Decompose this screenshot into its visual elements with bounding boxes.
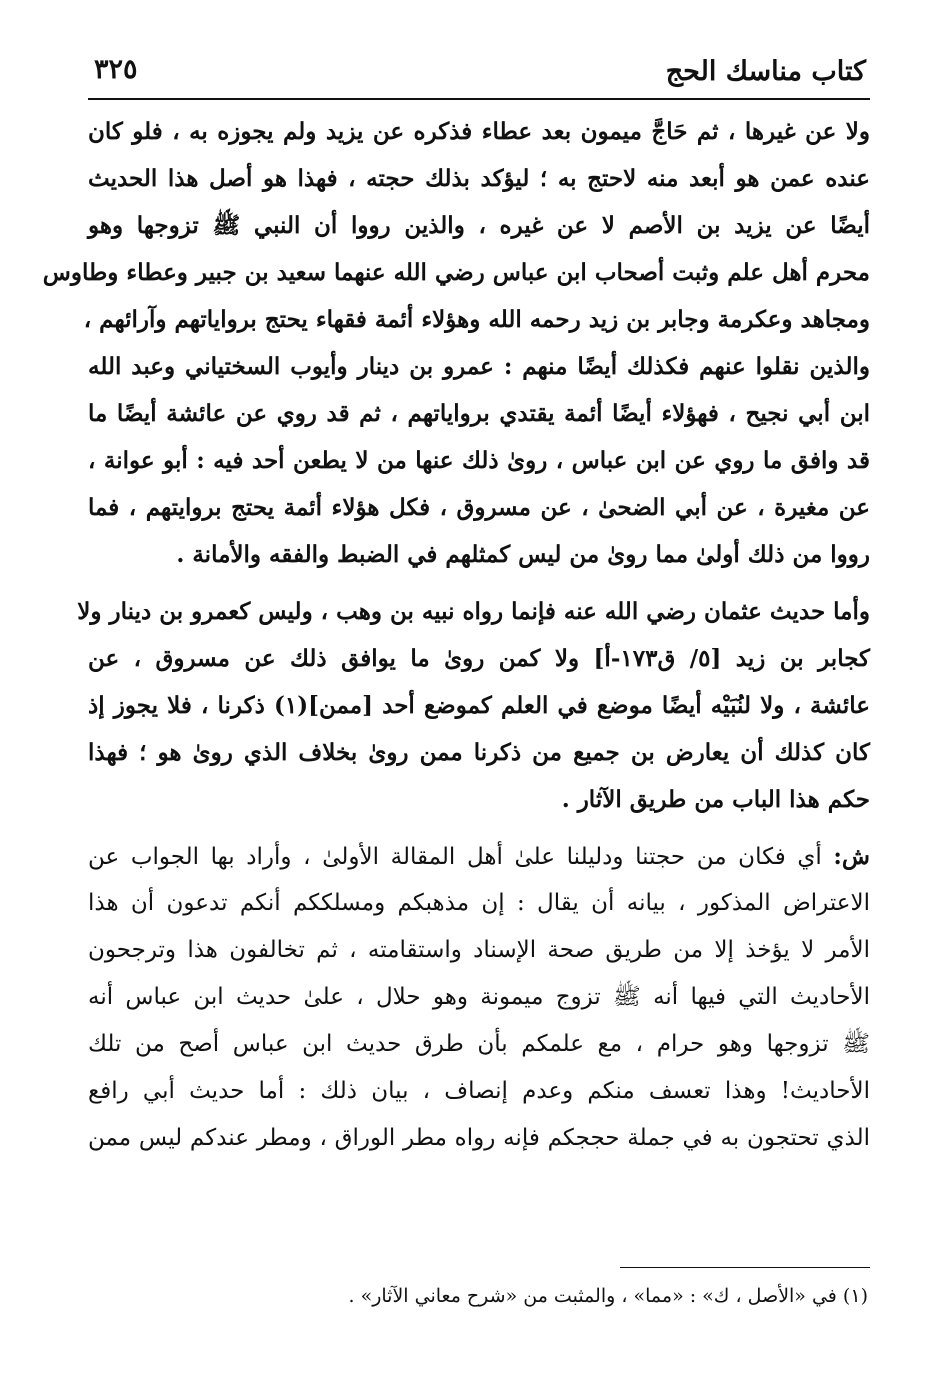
- running-title: كتاب مناسك الحج: [665, 56, 866, 87]
- commentary-marker: ش:: [833, 843, 870, 870]
- text-line: الأحاديث التي فيها أنه ﷺ تزوج ميمونة وهو حلال ، علىٰ حديث ابن عباس أنه: [88, 984, 870, 1010]
- text-line: الذي تحتجون به في جملة حججكم فإنه رواه مطر الوراق ، ومطر عندكم ليس ممن: [88, 1125, 870, 1151]
- book-page: [42, 52, 870, 1342]
- text-line: الاعتراض المذكور ، بيانه أن يقال : إن مذهبكم ومسلككم أنكم تدعون أن هذا: [88, 890, 870, 916]
- text-line: الأمر لا يؤخذ إلا من طريق صحة الإسناد واستقامته ، ثم تخالفون هذا وترجحون: [88, 937, 870, 963]
- footnote-separator: [620, 1267, 870, 1268]
- text-line: حكم هذا الباب من طريق الآثار .: [561, 786, 870, 813]
- text-line: ﷺ تزوجها وهو حرام ، مع علمكم بأن طرق حديث ابن عباس أصح من تلك: [88, 1031, 870, 1057]
- commentary-paragraph: [88, 833, 870, 1162]
- text-line: ولا عن غيرها ، ثم حَاجَّ ميمون بعد عطاء فذكره عن يزيد ولم يجوزه به ، فلو كان: [88, 118, 870, 145]
- text-line: رووا من ذلك أولىٰ مما روىٰ من ليس كمثلهم في الضبط والفقه والأمانة .: [176, 541, 870, 568]
- text-line: محرم أهل علم وثبت أصحاب ابن عباس رضي الله عنهما سعيد بن جبير وعطاء وطاوس: [42, 259, 870, 286]
- text-line: الأحاديث! وهذا تعسف منكم وعدم إنصاف ، بيان ذلك : أما حديث أبي رافع: [88, 1078, 870, 1104]
- page-header: [88, 52, 870, 100]
- text-line: وأما حديث عثمان رضي الله عنه فإنما رواه نبيه بن وهب ، وليس كعمرو بن دينار ولا: [77, 598, 870, 625]
- text-line: عنده عمن هو أبعد منه لاحتج به ؛ ليؤكد بذلك حجته ، فهذا هو أصل هذا الحديث: [88, 165, 870, 192]
- text-line: كجابر بن زيد [٥/ ق١٧٣-أ] ولا كمن روىٰ ما يوافق ذلك عن مسروق ، عن: [88, 645, 870, 672]
- text-line: عائشة ، ولا لنُبَيْه أيضًا موضع في العلم كموضع أحد [ممن](١) ذكرنا ، فلا يجوز إذ: [88, 692, 870, 719]
- text-line: ابن أبي نجيح ، فهؤلاء أيضًا أئمة يقتدي برواياتهم ، ثم قد روي عن عائشة أيضًا ما: [88, 400, 870, 427]
- text-line: أيضًا عن يزيد بن الأصم لا عن غيره ، والذين رووا أن النبي ﷺ تزوجها وهو: [88, 212, 870, 239]
- text-line: ومجاهد وعكرمة وجابر بن زيد رحمه الله وهؤلاء أئمة فقهاء يحتج برواياتهم وآرائهم ،: [83, 306, 870, 333]
- quoted-text-paragraph-1: [42, 108, 870, 578]
- footnote: (١) في «الأصل ، ك» : «مما» ، والمثبت من «شرح معاني الآثار» .: [348, 1285, 868, 1307]
- text-line: عن مغيرة ، عن أبي الضحىٰ ، عن مسروق ، فكل هؤلاء أئمة يحتج بروايتهم ، فما: [88, 494, 870, 521]
- page-number: ٣٢٥: [94, 54, 138, 85]
- text-line: قد وافق ما روي عن ابن عباس ، روىٰ ذلك عنها من لا يطعن أحد فيه : أبو عوانة ،: [88, 447, 870, 474]
- quoted-text-paragraph-2: [77, 588, 870, 823]
- text-line: كان كذلك أن يعارض بن جميع من ذكرنا ممن روىٰ بخلاف الذي روىٰ هو ؛ فهذا: [88, 739, 870, 766]
- commentary-line-text: أي فكان من حجتنا ودليلنا علىٰ أهل المقالة الأولىٰ ، وأراد بها الجواب عن: [88, 844, 834, 870]
- text-line: [88, 833, 870, 880]
- text-line: والذين نقلوا عنهم فكذلك أيضًا منهم : عمرو بن دينار وأيوب السختياني وعبد الله: [88, 353, 870, 380]
